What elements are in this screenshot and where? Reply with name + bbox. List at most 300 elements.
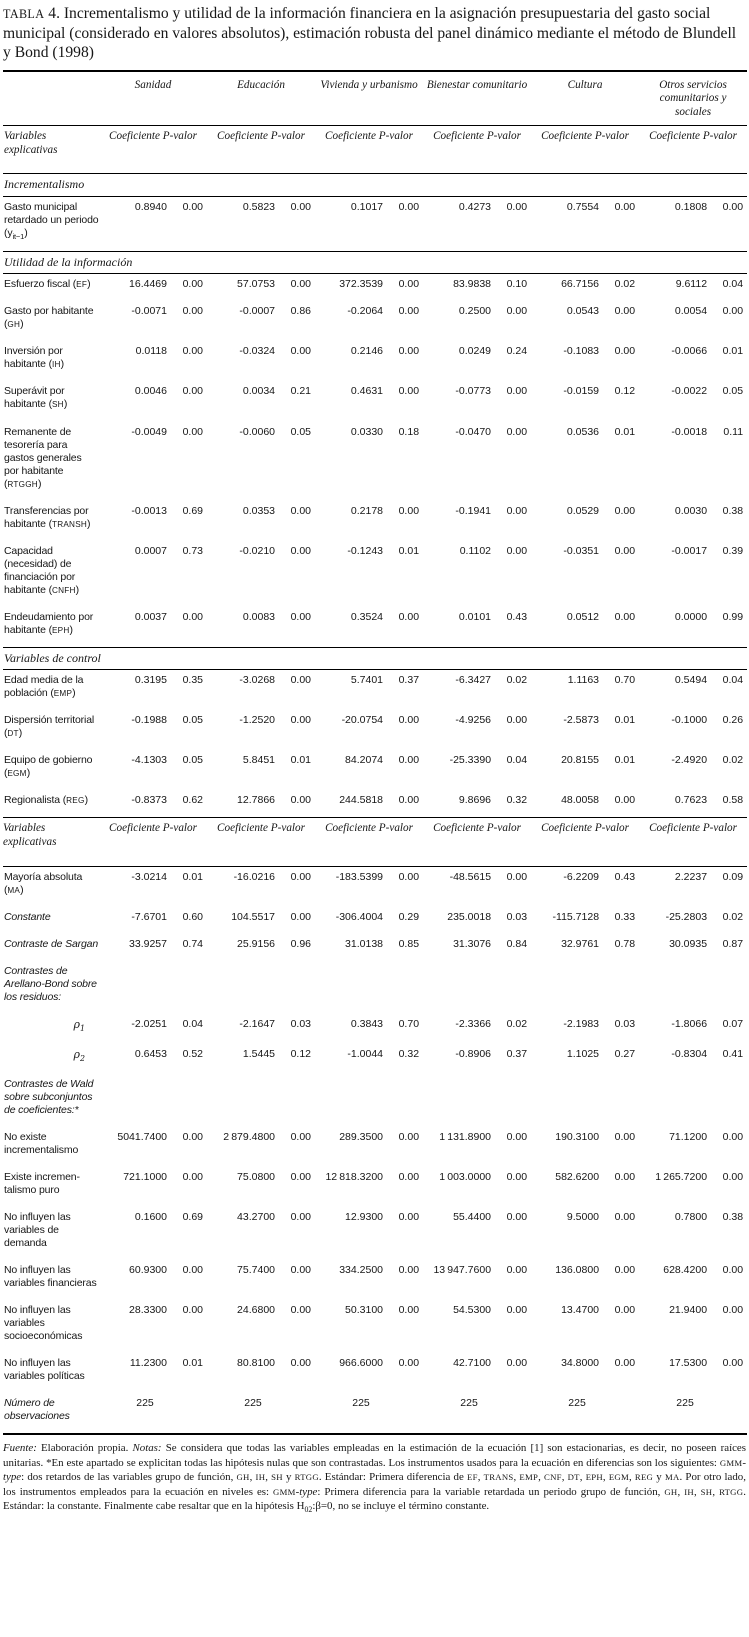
pvalue-cell: 0.85 [398, 938, 420, 951]
coefficient-cell: 31.3076 [453, 938, 492, 951]
pvalue-cell: 0.02 [722, 911, 744, 924]
table-row [3, 750, 747, 790]
coefficient-cell: 13 947.7600 [433, 1264, 492, 1277]
pvalue-cell: 0.00 [290, 610, 312, 623]
coefficient-cell: -0.0066 [671, 345, 708, 358]
pvalue-cell: 0.05 [182, 754, 204, 767]
coefficient-cell: 966.6000 [339, 1357, 384, 1370]
pvalue-cell: 0.01 [290, 754, 312, 767]
table-row [3, 1127, 747, 1167]
pvalue-cell: 0.00 [398, 305, 420, 318]
pvalue-cell: 0.00 [182, 1171, 204, 1184]
coefficient-cell: -1.8066 [671, 1018, 708, 1031]
coefficient-cell: 0.2178 [350, 504, 384, 517]
pvalue-cell: 0.01 [614, 754, 636, 767]
coefficient-cell: 66.7156 [561, 278, 600, 291]
coefficient-cell: 0.0543 [566, 305, 600, 318]
pvalue-cell: 0.04 [722, 674, 744, 687]
pvalue-cell: 0.00 [290, 345, 312, 358]
pvalue-cell: 0.18 [398, 425, 420, 438]
pvalue-cell: 0.00 [722, 1131, 744, 1144]
coefficient-cell: -0.0071 [131, 305, 167, 318]
row-label: Contrastes de Arellano-Bond sobre los residuos: [4, 965, 97, 1004]
pvalue-cell: 0.00 [506, 1131, 528, 1144]
section-label: Utilidad de la información [3, 252, 747, 274]
pvalue-cell: 0.00 [290, 1131, 312, 1144]
observations-cell: 225 [676, 1397, 694, 1410]
pvalue-cell: 0.00 [398, 794, 420, 807]
pvalue-cell: 0.78 [614, 938, 636, 951]
pvalue-cell: 0.35 [182, 674, 204, 687]
row-label: Mayoría absoluta (MA) [4, 870, 83, 896]
section-row [3, 174, 747, 196]
pvalue-cell: 0.00 [506, 714, 528, 727]
pvalue-cell: 0.84 [506, 938, 528, 951]
pvalue-cell: 0.00 [290, 794, 312, 807]
coefficient-cell: 0.0118 [135, 345, 167, 358]
table-row [3, 1353, 747, 1393]
coefficient-cell: 0.0353 [242, 504, 276, 517]
section-row [3, 647, 747, 669]
coefficient-cell: 0.0037 [134, 610, 167, 623]
pvalue-cell: 0.27 [614, 1048, 636, 1061]
coef-pval-header: Coeficiente P-valor [315, 818, 423, 867]
pvalue-cell: 0.58 [722, 794, 744, 807]
coefficient-cell: -2.3366 [455, 1018, 492, 1031]
row-label: Dispersión territorial (DT) [4, 714, 95, 740]
pvalue-cell: 0.00 [398, 1357, 420, 1370]
pvalue-cell: 0.60 [182, 911, 204, 924]
table-row [3, 1300, 747, 1353]
table-row [3, 196, 747, 252]
pvalue-cell: 0.00 [614, 610, 636, 623]
pvalue-cell: 0.01 [614, 425, 636, 438]
coefficient-cell: 289.3500 [339, 1131, 384, 1144]
pvalue-cell: 0.00 [722, 1304, 744, 1317]
coefficient-cell: 0.2500 [458, 305, 492, 318]
coefficient-cell: -2.1983 [563, 1018, 600, 1031]
table-row [3, 422, 747, 501]
coefficient-cell: 1.1025 [566, 1048, 600, 1061]
coefficient-cell: -3.0214 [131, 870, 167, 883]
pvalue-cell: 0.00 [614, 305, 636, 318]
pvalue-cell: 0.07 [722, 1018, 744, 1031]
coefficient-cell: -0.0159 [563, 385, 600, 398]
table-row [3, 1167, 747, 1207]
coef-pval-header: Coeficiente P-valor [207, 818, 315, 867]
pvalue-cell: 0.00 [182, 385, 204, 398]
coefficient-cell: 0.0330 [350, 425, 384, 438]
footnote-segment: Elaboración propia. [36, 1442, 133, 1455]
coef-pval-header: Coeficiente P-valor [423, 818, 531, 867]
row-label: Gasto por habitante (GH) [4, 305, 94, 331]
coefficient-cell: 21.9400 [669, 1304, 708, 1317]
row-label: $\rho_2$ [73, 1048, 85, 1064]
pvalue-cell: 0.52 [182, 1048, 204, 1061]
row-label: Inversión por habitante (IH) [4, 345, 64, 371]
coefficient-cell: 104.5517 [231, 911, 276, 924]
coefficient-cell: 0.0083 [242, 610, 276, 623]
pvalue-cell: 0.00 [506, 200, 528, 213]
coefficient-cell: 0.1600 [134, 1211, 167, 1224]
coefficient-cell: -1.2520 [239, 714, 276, 727]
coefficient-cell: 84.2074 [345, 754, 384, 767]
coefficient-cell: 190.3100 [555, 1131, 600, 1144]
coefficient-cell: -48.5615 [449, 870, 492, 883]
empty-cell [99, 1074, 747, 1127]
pvalue-cell: 0.00 [398, 754, 420, 767]
coefficient-cell: 1 265.7200 [655, 1171, 708, 1184]
coefficient-cell: 136.0800 [555, 1264, 600, 1277]
coefficient-cell: 12 818.3200 [325, 1171, 384, 1184]
pvalue-cell: 0.00 [398, 385, 420, 398]
coef-pval-header: Coeficiente P-valor [639, 818, 747, 867]
table-row [3, 274, 747, 302]
pvalue-cell: 0.00 [506, 1171, 528, 1184]
pvalue-cell: 0.38 [722, 1211, 744, 1224]
coefficient-cell: 1.5445 [242, 1048, 276, 1061]
footnote-segment: Se considera que todas las variables empleadas en la estimación de la ecuación [1] son estacionarias, es decir, no poseen raíces unitarias. *En este apartado se explicitan todas las hipótesis nulas que son contrastadas. Los instrumentos usados para la ecuación en diferencias son los siguientes: GMM- [3, 1442, 747, 1469]
pvalue-cell: 0.37 [506, 1048, 528, 1061]
coefficient-cell: 48.0058 [561, 794, 600, 807]
coefficient-cell: 0.0030 [674, 504, 708, 517]
table-row [3, 866, 747, 907]
coef-pval-header: Coeficiente P-valor [531, 126, 639, 174]
coefficient-cell: 0.0054 [674, 305, 708, 318]
pvalue-cell: 0.11 [723, 425, 744, 438]
empty-cell [99, 961, 747, 1014]
coef-pval-header: Coeficiente P-valor [639, 126, 747, 174]
coefficient-cell: -0.1083 [563, 345, 600, 358]
coefficient-cell: -4.1303 [131, 754, 167, 767]
coefficient-cell: 372.3539 [339, 278, 384, 291]
row-label: No influyen las variables políticas [4, 1357, 85, 1383]
pvalue-cell: 0.41 [722, 1048, 744, 1061]
observations-cell: 225 [460, 1397, 478, 1410]
coefficient-cell: 0.7623 [674, 794, 708, 807]
coefficient-cell: 28.3300 [129, 1304, 167, 1317]
pvalue-cell: 0.00 [398, 200, 420, 213]
group-header-educacion: Educación [207, 71, 315, 126]
coefficient-cell: 0.2146 [350, 345, 384, 358]
row-label: $\rho_1$ [73, 1018, 85, 1034]
row-label: Capacidad (necesidad) de financiación por habitante (CNFH) [4, 544, 80, 596]
coefficient-cell: -0.1941 [455, 504, 492, 517]
coefficient-cell: -25.2803 [665, 911, 708, 924]
coefficient-cell: 1.1163 [567, 674, 600, 687]
pvalue-cell: 0.04 [722, 278, 744, 291]
coefficient-cell: 34.8000 [561, 1357, 600, 1370]
pvalue-cell: 0.00 [398, 345, 420, 358]
observations-cell: 225 [136, 1397, 154, 1410]
coefficient-cell: 0.0512 [566, 610, 600, 623]
table-header [3, 71, 747, 174]
footnote-segment: Notas: [132, 1442, 162, 1455]
coefficient-cell: 628.4200 [663, 1264, 708, 1277]
pvalue-cell: 0.00 [506, 870, 528, 883]
pvalue-cell: 0.69 [182, 504, 204, 517]
coefficient-cell: -0.1243 [347, 544, 384, 557]
coefficient-cell: 0.0249 [458, 345, 492, 358]
coefficient-cell: 721.1000 [123, 1171, 167, 1184]
coefficient-cell: -2.5873 [563, 714, 600, 727]
table-row [3, 1014, 747, 1044]
coefficient-cell: 0.0536 [566, 425, 600, 438]
coefficient-cell: -0.0351 [563, 544, 600, 557]
coefficient-cell: 0.0529 [566, 504, 600, 517]
pvalue-cell: 0.00 [398, 610, 420, 623]
table-row [3, 607, 747, 648]
coefficient-cell: 9.6112 [675, 278, 708, 291]
coefficient-cell: -6.2209 [563, 870, 600, 883]
row-label: Contrastes de Wald sobre subconjuntos de coeficientes:* [4, 1078, 94, 1117]
coefficient-cell: 12.9300 [345, 1211, 384, 1224]
coefficient-cell: 0.5823 [242, 200, 276, 213]
pvalue-cell: 0.01 [182, 1357, 204, 1370]
pvalue-cell: 0.00 [614, 794, 636, 807]
row-label: Constante [4, 911, 51, 924]
coefficient-cell: 0.3524 [350, 610, 384, 623]
pvalue-cell: 0.00 [290, 1211, 312, 1224]
observations-cell: 225 [352, 1397, 370, 1410]
coefficient-cell: 9.8696 [458, 794, 492, 807]
pvalue-cell: 0.00 [398, 714, 420, 727]
coefficient-cell: 582.6200 [555, 1171, 600, 1184]
footnote-segment: : dos retardos de las variables grupo de función, GH, IH, SH y RTGG. Estándar: Primera diferencia de EF, TRANS, EMP, CNF, DT, EPH, EGM, REG y MA. Por otro lado, los instrumentos empleados para la ecuación en niveles es: GMM- [3, 1471, 746, 1498]
pvalue-cell: 0.00 [722, 1171, 744, 1184]
pvalue-cell: 0.00 [182, 425, 204, 438]
coefficient-cell: 43.2700 [237, 1211, 276, 1224]
pvalue-cell: 0.00 [182, 610, 204, 623]
table-row [3, 1074, 747, 1127]
table-title: TABLA 4. Incrementalismo y utilidad de la información financiera en la asignación presupuestaria del gasto social municipal (considerado en valores absolutos), estimación robusta del panel dinámico mediante el método de Blundell y Bond (1998) [3, 5, 737, 62]
group-header-bienestar: Bienestar comunitario [423, 71, 531, 126]
row-label: Gasto municipal retardado un periodo $(y_{it-1})$ [4, 200, 99, 241]
coefficient-cell: 2 879.4800 [223, 1131, 276, 1144]
pvalue-cell: 0.29 [398, 911, 420, 924]
coefficient-cell: -0.0013 [131, 504, 167, 517]
row-header-label: Variables explicativas [3, 818, 99, 867]
row-label: No influyen las variables de demanda [4, 1211, 71, 1250]
pvalue-cell: 0.86 [290, 305, 312, 318]
pvalue-cell: 0.00 [398, 1304, 420, 1317]
pvalue-cell: 0.00 [290, 544, 312, 557]
table-row [3, 541, 747, 607]
coefficient-cell: -2.0251 [131, 1018, 167, 1031]
pvalue-cell: 0.00 [614, 544, 636, 557]
pvalue-cell: 0.00 [182, 345, 204, 358]
footnote-segment: type [299, 1485, 318, 1498]
table-row [3, 961, 747, 1014]
pvalue-cell: 0.00 [182, 1131, 204, 1144]
pvalue-cell: 0.01 [398, 544, 420, 557]
pvalue-cell: 0.00 [614, 1171, 636, 1184]
coefficient-cell: 57.0753 [237, 278, 276, 291]
pvalue-cell: 0.05 [182, 714, 204, 727]
coefficient-cell: -183.5399 [335, 870, 384, 883]
pvalue-cell: 0.05 [722, 385, 744, 398]
coefficient-cell: 0.8940 [134, 200, 167, 213]
group-header-row [3, 71, 747, 126]
coefficient-cell: 0.1102 [459, 544, 492, 557]
coefficient-cell: 0.7800 [674, 1211, 708, 1224]
coefficient-cell: 33.9257 [129, 938, 167, 951]
coefficient-cell: 5.8451 [242, 754, 276, 767]
coefficient-cell: 244.5818 [339, 794, 384, 807]
coefficient-cell: -20.0754 [341, 714, 384, 727]
coefficient-cell: -0.8906 [455, 1048, 492, 1061]
mid-header-row [3, 818, 747, 867]
pvalue-cell: 0.04 [506, 754, 528, 767]
coefficient-cell: 334.2500 [339, 1264, 384, 1277]
pvalue-cell: 0.00 [614, 1131, 636, 1144]
coefficient-cell: 0.3843 [350, 1018, 384, 1031]
table-row [3, 1044, 747, 1074]
sub-header-row [3, 126, 747, 174]
coefficient-cell: 0.0007 [134, 544, 167, 557]
table-row [3, 1393, 747, 1434]
group-header-cultura: Cultura [531, 71, 639, 126]
coefficient-cell: 83.9838 [453, 278, 492, 291]
pvalue-cell: 0.00 [290, 714, 312, 727]
results-table [3, 70, 747, 1435]
coefficient-cell: 60.9300 [129, 1264, 167, 1277]
pvalue-cell: 0.10 [506, 278, 528, 291]
pvalue-cell: 0.00 [614, 200, 636, 213]
pvalue-cell: 0.00 [398, 1171, 420, 1184]
observations-cell: 225 [568, 1397, 586, 1410]
pvalue-cell: 0.00 [182, 305, 204, 318]
pvalue-cell: 0.00 [506, 385, 528, 398]
row-label: Superávit por habitante (SH) [4, 385, 68, 411]
pvalue-cell: 0.00 [290, 200, 312, 213]
row-label: Transferencias por habitante (TRANSH) [4, 504, 91, 530]
table-row [3, 1260, 747, 1300]
pvalue-cell: 0.02 [722, 754, 744, 767]
pvalue-cell: 0.70 [398, 1018, 420, 1031]
coefficient-cell: -0.0022 [671, 385, 708, 398]
coefficient-cell: 0.4273 [458, 200, 492, 213]
footnote [3, 1441, 746, 1515]
coefficient-cell: 0.3195 [134, 674, 167, 687]
coefficient-cell: 13.4700 [561, 1304, 600, 1317]
coefficient-cell: 20.8155 [561, 754, 600, 767]
row-label: Remanente de tesorería para gastos generales por habitante (RTGGH) [4, 425, 82, 490]
coefficient-cell: 5041.7400 [117, 1131, 167, 1144]
pvalue-cell: 0.00 [506, 504, 528, 517]
coefficient-cell: 0.4631 [350, 385, 384, 398]
coef-pval-header: Coeficiente P-valor [207, 126, 315, 174]
coefficient-cell: 30.0935 [669, 938, 708, 951]
pvalue-cell: 0.32 [398, 1048, 420, 1061]
pvalue-cell: 0.43 [614, 870, 636, 883]
coefficient-cell: 17.5300 [669, 1357, 708, 1370]
coefficient-cell: -7.6701 [131, 911, 167, 924]
table-row [3, 670, 747, 711]
pvalue-cell: 0.73 [182, 544, 204, 557]
pvalue-cell: 0.00 [398, 278, 420, 291]
pvalue-cell: 0.00 [722, 200, 744, 213]
pvalue-cell: 0.00 [614, 345, 636, 358]
coef-pval-header: Coeficiente P-valor [423, 126, 531, 174]
group-header-vivienda: Vivienda y urbanismo [315, 71, 423, 126]
pvalue-cell: 0.26 [722, 714, 744, 727]
pvalue-cell: 0.00 [506, 1357, 528, 1370]
pvalue-cell: 0.01 [182, 870, 204, 883]
pvalue-cell: 0.00 [506, 305, 528, 318]
pvalue-cell: 0.37 [398, 674, 420, 687]
pvalue-cell: 0.02 [506, 1018, 528, 1031]
coef-pval-header: Coeficiente P-valor [315, 126, 423, 174]
pvalue-cell: 0.01 [614, 714, 636, 727]
pvalue-cell: 0.02 [614, 278, 636, 291]
pvalue-cell: 0.02 [506, 674, 528, 687]
row-label: No existe incrementalismo [4, 1131, 79, 1157]
pvalue-cell: 0.00 [182, 1304, 204, 1317]
pvalue-cell: 0.01 [722, 345, 744, 358]
footnote-segment: Fuente: [3, 1442, 37, 1455]
coefficient-cell: -4.9256 [455, 714, 492, 727]
table-body [3, 174, 747, 1435]
coefficient-cell: -0.0007 [239, 305, 276, 318]
footnote-segment: : Primera diferencia para la variable retardada un periodo grupo de función, GH, IH, SH, RTGG. Estándar: la constante. Finalmente cabe resaltar que en la hipótesis $H_{02}:\beta=0$, no se incluye el término constante. [3, 1485, 747, 1515]
row-label: Esfuerzo fiscal (EF) [4, 278, 91, 291]
pvalue-cell: 0.04 [182, 1018, 204, 1031]
coefficient-cell: -1.0044 [347, 1048, 384, 1061]
pvalue-cell: 0.99 [722, 610, 744, 623]
coefficient-cell: -0.0017 [671, 544, 708, 557]
coefficient-cell: -3.0268 [239, 674, 276, 687]
coefficient-cell: 71.1200 [669, 1131, 708, 1144]
table-row [3, 790, 747, 818]
pvalue-cell: 0.62 [182, 794, 204, 807]
observations-cell: 225 [244, 1397, 262, 1410]
pvalue-cell: 0.00 [506, 1304, 528, 1317]
coefficient-cell: -0.0060 [239, 425, 276, 438]
pvalue-cell: 0.00 [722, 1264, 744, 1277]
coefficient-cell: 50.3100 [345, 1304, 384, 1317]
pvalue-cell: 0.87 [722, 938, 744, 951]
coefficient-cell: 0.5494 [674, 674, 708, 687]
coefficient-cell: -0.1000 [671, 714, 708, 727]
row-label: No influyen las variables socioeconómicas [4, 1304, 83, 1343]
coefficient-cell: 75.0800 [237, 1171, 276, 1184]
coefficient-cell: 11.2300 [129, 1357, 167, 1370]
table-row [3, 341, 747, 381]
pvalue-cell: 0.00 [290, 504, 312, 517]
coefficient-cell: -0.8373 [131, 794, 167, 807]
row-label: Equipo de gobierno (EGM) [4, 754, 93, 780]
pvalue-cell: 0.00 [506, 1264, 528, 1277]
coefficient-cell: 0.0000 [674, 610, 708, 623]
pvalue-cell: 0.12 [290, 1048, 312, 1061]
coefficient-cell: 16.4469 [129, 278, 167, 291]
pvalue-cell: 0.74 [182, 938, 204, 951]
coefficient-cell: 1 131.8900 [439, 1131, 492, 1144]
pvalue-cell: 0.00 [398, 504, 420, 517]
table-row [3, 907, 747, 934]
coefficient-cell: 0.1017 [350, 200, 384, 213]
pvalue-cell: 0.03 [290, 1018, 312, 1031]
coefficient-cell: -0.0018 [671, 425, 708, 438]
coefficient-cell: 42.7100 [453, 1357, 492, 1370]
pvalue-cell: 0.43 [506, 610, 528, 623]
coefficient-cell: -0.8304 [671, 1048, 708, 1061]
pvalue-cell: 0.32 [506, 794, 528, 807]
row-label: Edad media de la población (EMP) [4, 674, 84, 700]
coefficient-cell: 31.0138 [345, 938, 384, 951]
coefficient-cell: 2.2237 [674, 870, 708, 883]
